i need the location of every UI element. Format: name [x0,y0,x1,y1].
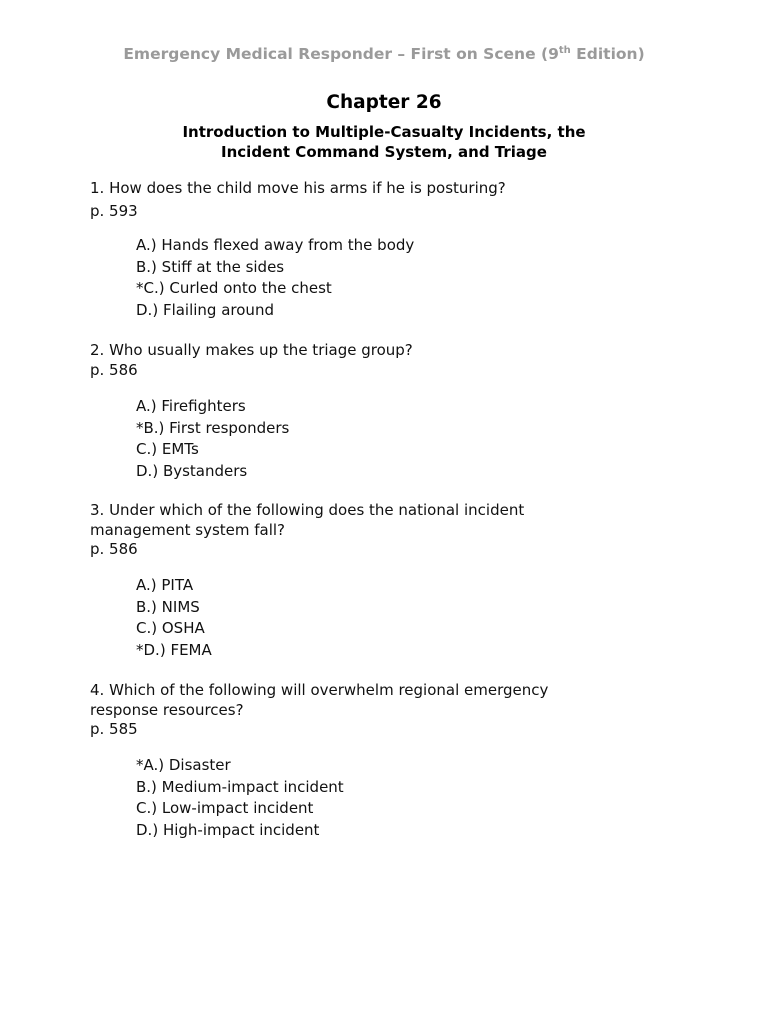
page-reference: p. 593 [90,201,138,220]
question-1 [90,179,650,221]
question-text: 1. How does the child move his arms if he is posturing? [90,179,506,197]
answer-option: D.) High-impact incident [136,821,320,840]
answer-option: C.) EMTs [136,440,199,459]
question-text-continued: response resources? [90,700,244,719]
answer-option: B.) Stiff at the sides [136,257,285,276]
chapter-subtitle-line-1: Introduction to Multiple-Casualty Incidents, the [182,123,586,141]
answer-option-correct: *D.) FEMA [136,641,212,660]
chapter-subtitle [0,122,768,162]
answer-option: C.) OSHA [136,619,205,638]
answer-option-correct: *A.) Disaster [136,756,231,774]
question-4-options [136,755,344,842]
answer-option: D.) Flailing around [136,301,274,320]
answer-option: B.) NIMS [136,597,200,616]
question-4 [90,681,650,740]
question-text: 2. Who usually makes up the triage group? [90,341,413,359]
answer-option-correct: *B.) First responders [136,418,290,437]
chapter-subtitle-line-2: Incident Command System, and Triage [221,143,547,161]
running-header-title: Emergency Medical Responder – First on Scene (9 [123,45,559,63]
question-3 [90,501,650,560]
question-3-options [136,575,212,662]
page-reference: p. 585 [90,720,138,738]
answer-option-correct: *C.) Curled onto the chest [136,279,332,298]
answer-option: C.) Low-impact incident [136,799,314,818]
question-text: 3. Under which of the following does the national incident [90,501,525,519]
question-text-continued: management system fall? [90,520,286,539]
question-text: 4. Which of the following will overwhelm regional emergency [90,681,549,699]
page-reference: p. 586 [90,360,138,379]
page-reference: p. 586 [90,540,138,558]
running-header-title-end: Edition) [570,45,645,63]
running-header [0,45,768,63]
question-2-options [136,396,289,483]
edition-superscript: th [558,44,571,56]
chapter-title: Chapter 26 [326,92,442,113]
question-2 [90,341,650,380]
answer-option: A.) Firefighters [136,397,246,415]
answer-option: B.) Medium-impact incident [136,777,344,796]
answer-option: A.) PITA [136,576,194,594]
question-1-options [136,235,414,322]
answer-option: D.) Bystanders [136,462,248,481]
answer-option: A.) Hands flexed away from the body [136,236,415,254]
